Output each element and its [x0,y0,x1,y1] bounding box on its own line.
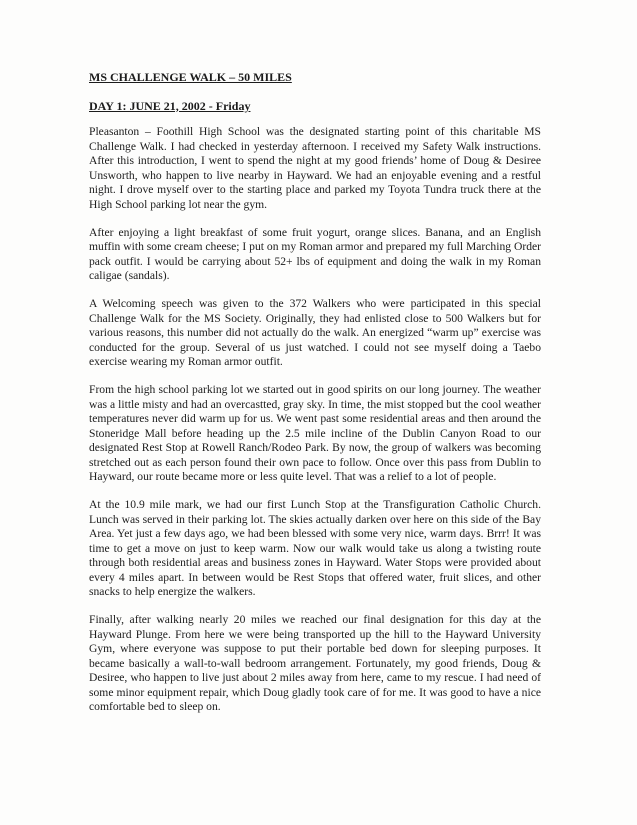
paragraph: At the 10.9 mile mark, we had our first Lunch Stop at the Transfiguration Catholic Church. Lunch was served in their parking lot. The skies actually darken over here on this side of the Bay Area. Yet just a few days ago, we had been blessed with some very nice, warm days. Brrr! It was time to get a move on just to keep warm. Now our walk would take us along a twisting route through both residential areas and business zones in Hayward. Water Stops were provided about every 4 miles apart. In between would be Rest Stops that offered water, fruit slices, and other snacks to help energize the walkers. [89,498,541,598]
paragraph: After enjoying a light breakfast of some fruit yogurt, orange slices. Banana, and an English muffin with some cream cheese; I put on my Roman armor and prepared my full Marching Order pack outfit. I would be carrying about 52+ lbs of equipment and doing the walk in my Roman caligae (sandals). [89,225,541,282]
document-body [89,70,541,728]
paragraph: Pleasanton – Foothill High School was the designated starting point of this charitable MS Challenge Walk. I had checked in yesterday afternoon. I received my Safety Walk instructions. After this introduction, I went to spend the night at my good friends’ home of Doug & Desiree Unsworth, who happen to live nearby in Hayward. We had an enjoyable evening and a restful night. I drove myself over to the starting place and parked my Toyota Tundra truck there at the High School parking lot near the gym. [89,125,541,211]
paragraph: A Welcoming speech was given to the 372 Walkers who were participated in this special Challenge Walk for the MS Society. Originally, they had enlisted close to 500 Walkers but for various reasons, this number did not actually do the walk. An energized “warm up” exercise was conducted for the group. Several of us just watched. I could not see myself doing a Taebo exercise wearing my Roman armor outfit. [89,297,541,368]
paragraph: From the high school parking lot we started out in good spirits on our long journey. The weather was a little misty and had an overcastted, gray sky. In time, the mist stopped but the cool weather temperatures never did warm up for us. We went past some residential areas and then around the Stoneridge Mall before heading up the 2.5 mile incline of the Dublin Canyon Road to our designated Rest Stop at Rowell Ranch/Rodeo Park. By now, the group of walkers was becoming stretched out as each person found their own pace to follow. Once over this pass from Dublin to Hayward, our route became more or less quite level. That was a relief to a lot of people. [89,383,541,483]
document-title: MS CHALLENGE WALK – 50 MILES [89,70,292,84]
day-heading: DAY 1: JUNE 21, 2002 - Friday [89,98,251,113]
paragraph: Finally, after walking nearly 20 miles we reached our final designation for this day at the Hayward Plunge. From here we were being transported up the hill to the Hayward University Gym, where everyone was suppose to put their portable bed down for sleeping purposes. It became basically a wall-to-wall bedroom arrangement. Fortunately, my good friends, Doug & Desiree, who happen to live just about 2 miles away from here, came to my rescue. I had need of some minor equipment repair, which Doug gladly took care of for me. It was good to have a nice comfortable bed to sleep on. [89,613,541,713]
